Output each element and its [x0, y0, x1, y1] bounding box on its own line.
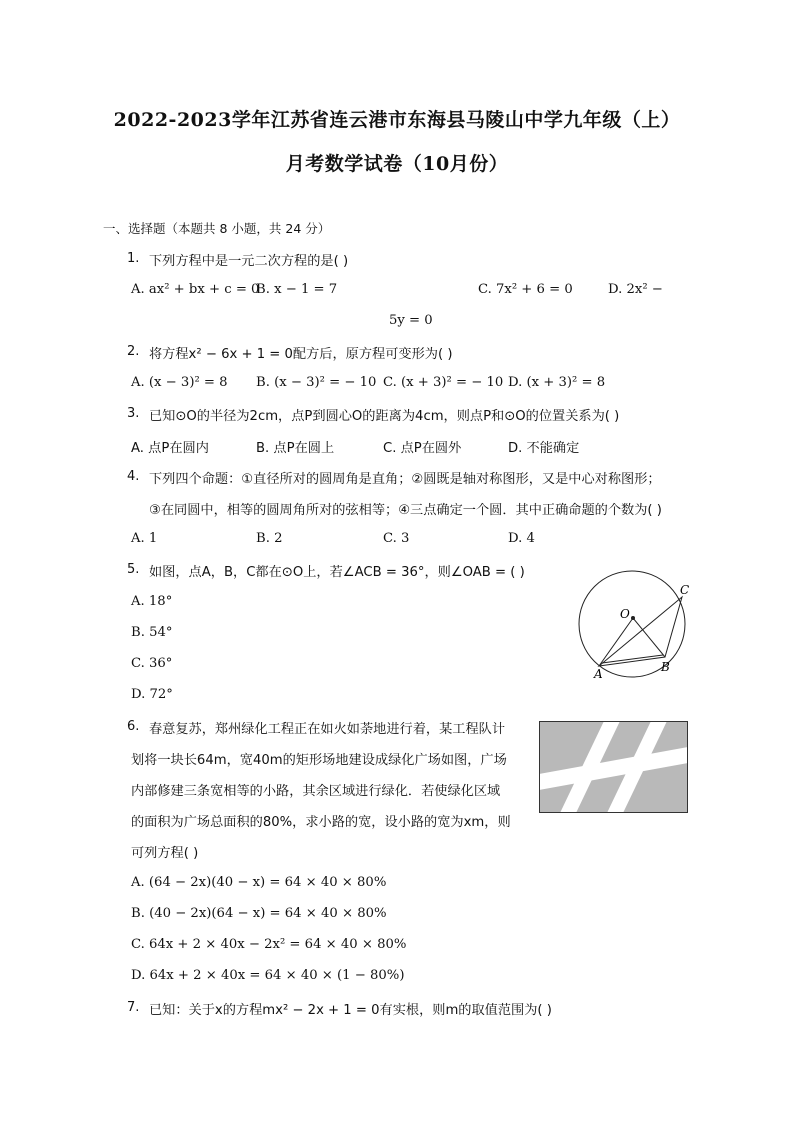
question-stem: 下列方程中是一元二次方程的是( ) [149, 254, 349, 269]
option-c: C. 36° [131, 656, 173, 671]
question-number: 7. [127, 1000, 140, 1015]
option-c: C. (x + 3)² = − 10 [383, 375, 504, 390]
option-a: A. 18° [131, 594, 173, 609]
option-d: D. 2x² − [608, 282, 663, 297]
question-number: 1. [127, 251, 140, 266]
question-stem-line5: 可列方程( ) [131, 846, 199, 861]
triangle-abc [599, 597, 682, 666]
option-c: C. 3 [383, 531, 410, 546]
question-stem-line1: 下列四个命题：①直径所对的圆周角是直角；②圆既是轴对称图形，又是中心对称图形； [149, 472, 661, 487]
option-b: B. (x − 3)² = − 10 [256, 375, 377, 390]
section-heading: 一、选择题（本题共 8 小题，共 24 分） [103, 221, 331, 236]
question-stem: 已知⊙O的半径为2cm，点P到圆心O的距离为4cm，则点P和⊙O的位置关系为( ) [149, 409, 620, 424]
option-a: A. ax² + bx + c = 0 [131, 282, 260, 297]
label-b: B [661, 660, 670, 674]
option-c: C. 64x + 2 × 40x − 2x² = 64 × 40 × 80% [131, 937, 407, 952]
option-c: C. 7x² + 6 = 0 [478, 282, 573, 297]
question-stem: 如图，点A，B，C都在⊙O上，若∠ACB = 36°，则∠OAB = ( ) [149, 565, 525, 580]
option-d: D. 4 [508, 531, 535, 546]
option-b: B. x − 1 = 7 [256, 282, 338, 297]
option-d: D. 不能确定 [508, 441, 580, 456]
circle-figure [560, 570, 710, 685]
center-dot [631, 616, 635, 620]
exam-title-line1: 2022-2023学年江苏省连云港市东海县马陵山中学九年级（上） [113, 109, 681, 131]
option-b: B. 54° [131, 625, 173, 640]
question-stem: 将方程x² − 6x + 1 = 0配方后，原方程可变形为( ) [149, 347, 453, 362]
question-stem-line2: 划将一块长64m，宽40m的矩形场地建设成绿化广场如图，广场 [131, 753, 507, 768]
option-b: B. 2 [256, 531, 283, 546]
question-number: 6. [127, 719, 140, 734]
option-a: A. 1 [131, 531, 158, 546]
question-stem: 已知：关于x的方程mx² − 2x + 1 = 0有实根，则m的取值范围为( ) [149, 1003, 552, 1018]
option-d-continued: 5y = 0 [389, 313, 433, 328]
question-number: 3. [127, 406, 140, 421]
exam-title-line2: 月考数学试卷（10月份） [285, 153, 509, 175]
option-d: D. 72° [131, 687, 173, 702]
option-a: A. (x − 3)² = 8 [131, 375, 228, 390]
question-stem-line4: 的面积为广场总面积的80%，求小路的宽，设小路的宽为xm，则 [131, 815, 511, 830]
option-b: B. 点P在圆上 [256, 441, 335, 456]
question-stem-line1: 春意复苏，郑州绿化工程正在如火如荼地进行着，某工程队计 [149, 722, 506, 737]
label-c: C [680, 583, 690, 597]
option-c: C. 点P在圆外 [383, 441, 462, 456]
option-a: A. (64 − 2x)(40 − x) = 64 × 40 × 80% [131, 875, 387, 890]
question-stem-line3: 内部修建三条宽相等的小路，其余区域进行绿化．若使绿化区域 [131, 784, 501, 799]
question-number: 2. [127, 344, 140, 359]
park-figure [539, 721, 689, 814]
question-number: 4. [127, 469, 140, 484]
option-b: B. (40 − 2x)(64 − x) = 64 × 40 × 80% [131, 906, 387, 921]
option-d: D. (x + 3)² = 8 [508, 375, 606, 390]
label-o: O [620, 607, 630, 621]
option-d: D. 64x + 2 × 40x = 64 × 40 × (1 − 80%) [131, 968, 405, 983]
question-number: 5. [127, 562, 140, 577]
option-a: A. 点P在圆内 [131, 441, 209, 456]
label-a: A [594, 667, 603, 681]
question-stem-line2: ③在同圆中，相等的圆周角所对的弦相等；④三点确定一个圆．其中正确命题的个数为( ) [149, 503, 662, 518]
